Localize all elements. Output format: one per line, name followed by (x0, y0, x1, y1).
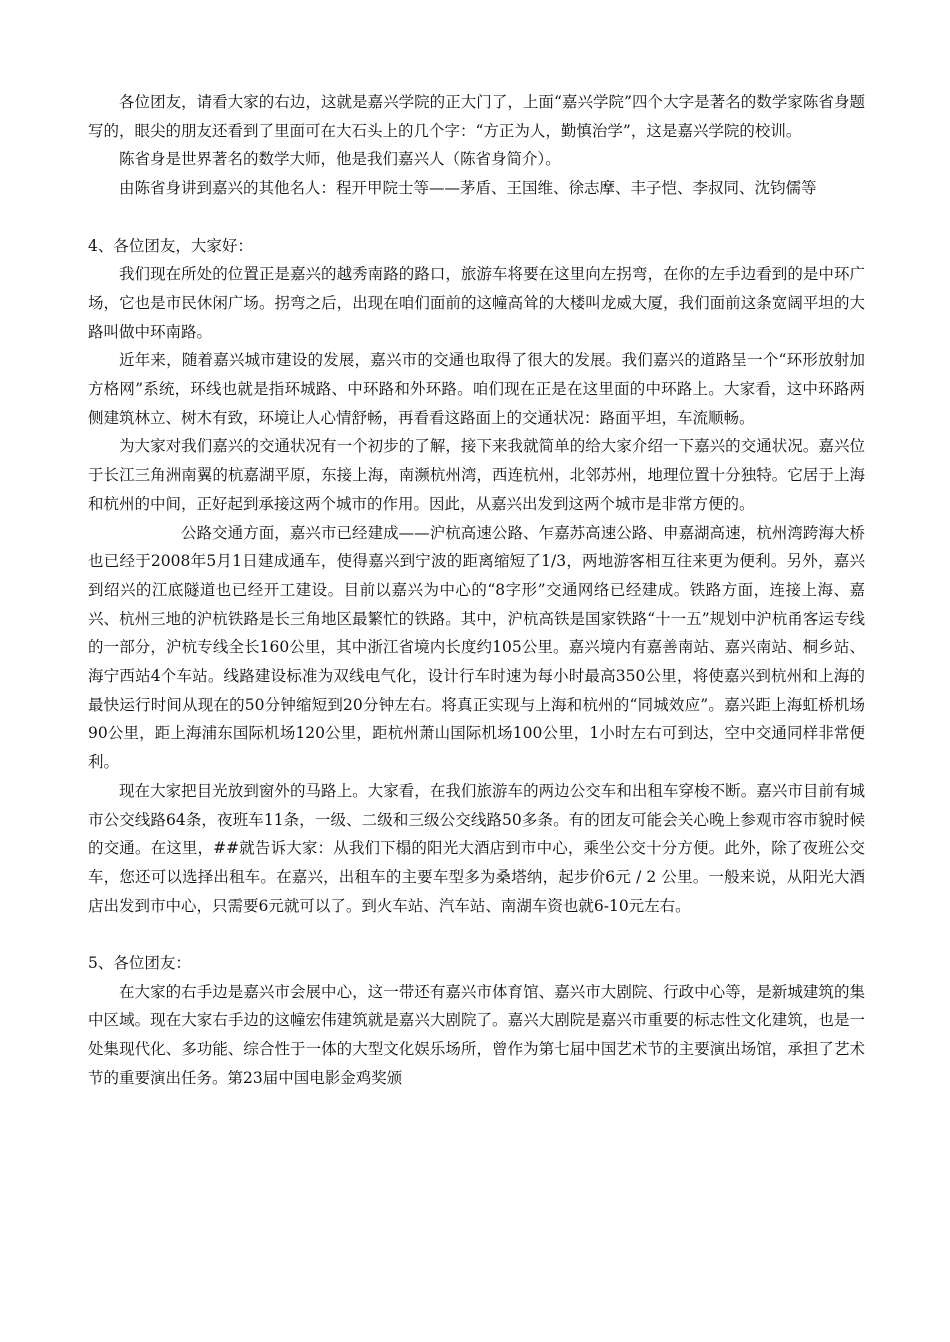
paragraph: 近年来，随着嘉兴城市建设的发展，嘉兴市的交通也取得了很大的发展。我们嘉兴的道路呈一个“环形放射加方格网”系统，环线也就是指环城路、中环路和外环路。咱们现在正是在这里面的中环路上。大家看，这中环路两侧建筑林立、树木有致，环境让人心情舒畅，再看看这路面上的交通状况：路面平坦，车流顺畅。 (88, 351, 865, 427)
section-4 (88, 232, 865, 921)
paragraph: 现在大家把目光放到窗外的马路上。大家看，在我们旅游车的两边公交车和出租车穿梭不断。嘉兴市目前有城市公交线路64条，夜班车11条，一级、二级和三级公交线路50多条。有的团友可能会关心晚上参观市容市貌时候的交通。在这里，##就告诉大家：从我们下榻的阳光大酒店到市中心，乘坐公交十分方便。此外，除了夜班公交车，您还可以选择出租车。在嘉兴，出租车的主要车型多为桑塔纳，起步价6元 / 2 公里。一般来说，从阳光大酒店出发到市中心，只需要6元就可以了。到火车站、汽车站、南湖车资也就6-10元左右。 (88, 781, 865, 915)
paragraph: 公路交通方面，嘉兴市已经建成——沪杭高速公路、乍嘉苏高速公路、申嘉湖高速，杭州湾跨海大桥也已经于2008年5月1日建成通车，使得嘉兴到宁波的距离缩短了1/3，两地游客相互往来更为便利。另外，嘉兴到绍兴的江底隧道也已经开工建设。目前以嘉兴为中心的“8字形”交通网络已经建成。铁路方面，连接上海、嘉兴、杭州三地的沪杭铁路是长三角地区最繁忙的铁路。其中，沪杭高铁是国家铁路“十一五”规划中沪杭甬客运专线的一部分，沪杭专线全长160公里，其中浙江省境内长度约105公里。嘉兴境内有嘉善南站、嘉兴南站、桐乡站、海宁西站4个车站。线路建设标准为双线电气化，设计行车时速为每小时最高350公里，将使嘉兴到杭州和上海的最快运行时间从现在的50分钟缩短到20分钟左右。将真正实现与上海和杭州的“同城效应”。嘉兴距上海虹桥机场90公里，距上海浦东国际机场120公里，距杭州萧山国际机场100公里，1小时左右可到达，空中交通同样非常便利。 (88, 523, 865, 772)
paragraph: 为大家对我们嘉兴的交通状况有一个初步的了解，接下来我就简单的给大家介绍一下嘉兴的交通状况。嘉兴位于长江三角洲南翼的杭嘉湖平原，东接上海，南濒杭州湾，西连杭州，北邻苏州，地理位置十分独特。它居于上海和杭州的中间，正好起到承接这两个城市的作用。因此，从嘉兴出发到这两个城市是非常方便的。 (88, 437, 865, 513)
section-3 (88, 88, 865, 203)
paragraph: 陈省身是世界著名的数学大师，他是我们嘉兴人（陈省身简介）。 (119, 150, 561, 169)
section-5 (88, 949, 865, 1093)
paragraph: 各位团友，请看大家的右边，这就是嘉兴学院的正大门了，上面“嘉兴学院”四个大字是著名的数学家陈省身题写的，眼尖的朋友还看到了里面可在大石头上的几个字：“方正为人，勤慎治学”，这是嘉兴学院的校训。 (88, 93, 865, 140)
section-heading: 4、各位团友，大家好： (88, 236, 253, 255)
section-heading: 5、各位团友： (88, 954, 191, 973)
paragraph: 由陈省身讲到嘉兴的其他名人：程开甲院士等——茅盾、王国维、徐志摩、丰子恺、李叔同、沈钧儒等 (119, 179, 817, 198)
paragraph: 在大家的右手边是嘉兴市会展中心，这一带还有嘉兴市体育馆、嘉兴市大剧院、行政中心等，是新城建筑的集中区域。现在大家右手边的这幢宏伟建筑就是嘉兴大剧院了。嘉兴大剧院是嘉兴市重要的标志性文化建筑，也是一处集现代化、多功能、综合性于一体的大型文化娱乐场所，曾作为第七届中国艺术节的主要演出场馆，承担了艺术节的重要演出任务。第23届中国电影金鸡奖颁 (88, 982, 865, 1087)
paragraph: 我们现在所处的位置正是嘉兴的越秀南路的路口，旅游车将要在这里向左拐弯，在你的左手边看到的是中环广场，它也是市民休闲广场。拐弯之后，出现在咱们面前的这幢高耸的大楼叫龙威大厦，我们面前这条宽阔平坦的大路叫做中环南路。 (88, 265, 865, 341)
